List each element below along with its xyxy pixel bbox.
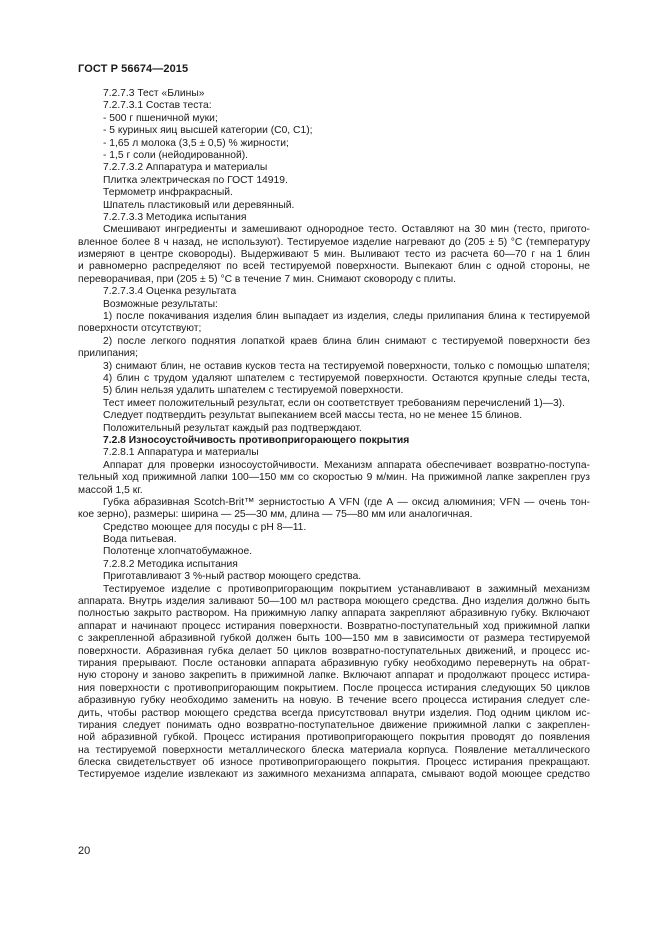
text-line: поверхности. Абразивная губка делает 50 циклов возвратно-поступательных движений, и процесс ис- <box>78 645 590 657</box>
text-line: прилипания; <box>78 348 138 360</box>
text-line: 4) блин с трудом удаляют шпателем с тестируемой поверхности. Остаются крупные следы теста, <box>103 372 590 384</box>
text-line: 7.2.7.3 Тест «Блины» <box>103 88 205 99</box>
text-line: 5) блин нельзя удалить шпателем с тестируемой поверхности. <box>103 385 404 397</box>
text-line: - 1,5 г соли (нейодированной). <box>103 149 248 161</box>
text-line: абразивную губку необходимо заменить на новую. В течение всего процесса истирания следует сле- <box>78 695 590 707</box>
text-line: и равномерно распределяют по всей тестируемой поверхности. Выпекают блин с одной стороны, не <box>78 261 590 273</box>
text-line: 2) после легкого поднятия лопаткой краев блина блин снимают с тестируемой поверхности без <box>103 335 590 347</box>
text-line: тирания следует понимать одно возвратно-поступательное движение прижимной лапки с закреплен- <box>78 719 590 731</box>
text-line: ной абразивной губкой. Процесс истирания противопригорающего покрытия проводят до появления <box>78 732 590 744</box>
text-line: измеряют в центре сковороды). Выдерживают 5 мин. Выливают тесто из расчета 60—70 г на 1 блин <box>78 249 590 261</box>
text-line: Приготавливают 3 %-ный раствор моющего средства. <box>103 571 362 583</box>
document-body <box>78 88 590 782</box>
text-line: дить, чтобы раствор моющего средства всегда присутствовал внутри изделия. Под одним циклом ис- <box>78 707 590 719</box>
text-line: Смешивают ингредиенты и замешивают однородное тесто. Оставляют на 30 мин (тесто, пригото- <box>103 224 590 236</box>
text-line: - 5 куриных яиц высшей категории (С0, С1); <box>103 125 313 137</box>
text-line: тельный ход прижимной лапки 100—150 мм со скоростью 9 м/мин. На прижимной лапке закреплен груз <box>78 472 590 484</box>
text-line: 7.2.7.3.3 Методика испытания <box>103 211 247 223</box>
text-line: тирания прерывают. После остановки аппарата абразивную губку необходимо перевернуть на обрат- <box>78 657 590 669</box>
text-line: Возможные результаты: <box>103 298 218 310</box>
text-line: 7.2.7.3.1 Состав теста: <box>103 100 212 112</box>
text-line: Вода питьевая. <box>103 534 177 546</box>
text-line: с закрепленной абразивной губкой должен быть 100—150 мм в зависимости от размера тестируемой <box>78 633 590 645</box>
text-line: 7.2.7.3.2 Аппаратура и материалы <box>103 162 268 174</box>
text-line: Аппарат для проверки износоустойчивости. Механизм аппарата обеспечивает возвратно-поступа- <box>103 459 590 471</box>
text-line: 7.2.8 Износоустойчивость противопригорающего покрытия <box>103 434 410 446</box>
text-line: аппарат и начинают процесс истирания поверхности. Возвратно-поступательный ход прижимной лапки <box>78 620 590 632</box>
text-line: Термометр инфракрасный. <box>103 187 233 199</box>
document-header: ГОСТ Р 56674—2015 <box>78 63 189 75</box>
text-line: Тестируемое изделие извлекают из зажимного механизма аппарата, смывают водой моющее средство <box>78 769 590 781</box>
text-line: ния поверхности с противопригорающим покрытием. После процесса истирания следующих 50 циклов <box>78 682 590 694</box>
text-line: на тестируемой поверхности металлического блеска материала корпуса. Появление металлического <box>78 744 590 756</box>
text-line: 7.2.8.2 Методика испытания <box>103 558 238 570</box>
text-line: ную сторону и заново закрепить в прижимной лапке. Включают аппарат и продолжают процесс истира- <box>78 670 590 682</box>
text-line: 7.2.7.3.4 Оценка результата <box>103 286 237 298</box>
text-line: Шпатель пластиковый или деревянный. <box>103 199 295 211</box>
text-line: блеска свидетельствует об износе противопригорающего покрытия. Процесс истирания прекращают. <box>78 757 590 769</box>
text-line: Полотенце хлопчатобумажное. <box>103 546 253 558</box>
text-line: поверхности отсутствуют; <box>78 323 202 335</box>
text-line: массой 1,5 кг. <box>78 484 143 496</box>
text-line: Тестируемое изделие с противопригорающим покрытием устанавливают в зажимный механизм <box>103 583 590 595</box>
text-line: 1) после покачивания изделия блин выпадает из изделия, следы прилипания блина к тестируемой <box>103 311 590 323</box>
text-line: - 500 г пшеничной муки; <box>103 112 218 124</box>
text-line: 7.2.8.1 Аппаратура и материалы <box>103 447 259 459</box>
text-line: аппарата. Внутрь изделия заливают 50—100 мл раствора моющего средства. Дно изделия должно быть <box>78 596 590 608</box>
text-line: переворачивая, при (205 ± 5) °С в течение 7 мин. Снимают сковороду с плиты. <box>78 273 457 285</box>
text-line: кое зерно), размеры: ширина — 25—30 мм, длина — 75—80 мм или аналогичная. <box>78 509 473 521</box>
text-line: вленное более 8 ч назад, не используют). Тестируемое изделие нагревают до (205 ± 5) °С (температуру <box>78 236 590 248</box>
text-line: Плитка электрическая по ГОСТ 14919. <box>103 174 288 186</box>
text-line: Губка абразивная Scotch-Brit™ зернистостью A VFN (где А — оксид алюминия; VFN — очень тон- <box>103 496 590 508</box>
text-line: Положительный результат каждый раз подтверждают. <box>103 422 362 434</box>
text-line: Тест имеет положительный результат, если он соответствует требованиям перечислений 1)—3). <box>103 397 565 409</box>
text-line: 3) снимают блин, не оставив кусков теста на тестируемой поверхности, только с помощью шпателя; <box>103 360 590 372</box>
text-line: Следует подтвердить результат выпеканием всей массы теста, но не менее 15 блинов. <box>103 410 523 422</box>
text-line: полностью закрыто раствором. На прижимную лапку аппарата закрепляют абразивную губку. Включают <box>78 608 590 620</box>
text-line: - 1,65 л молока (3,5 ± 0,5) % жирности; <box>103 137 289 149</box>
page-number: 20 <box>78 845 91 857</box>
text-line: Средство моющее для посуды с рН 8—11. <box>103 521 307 533</box>
